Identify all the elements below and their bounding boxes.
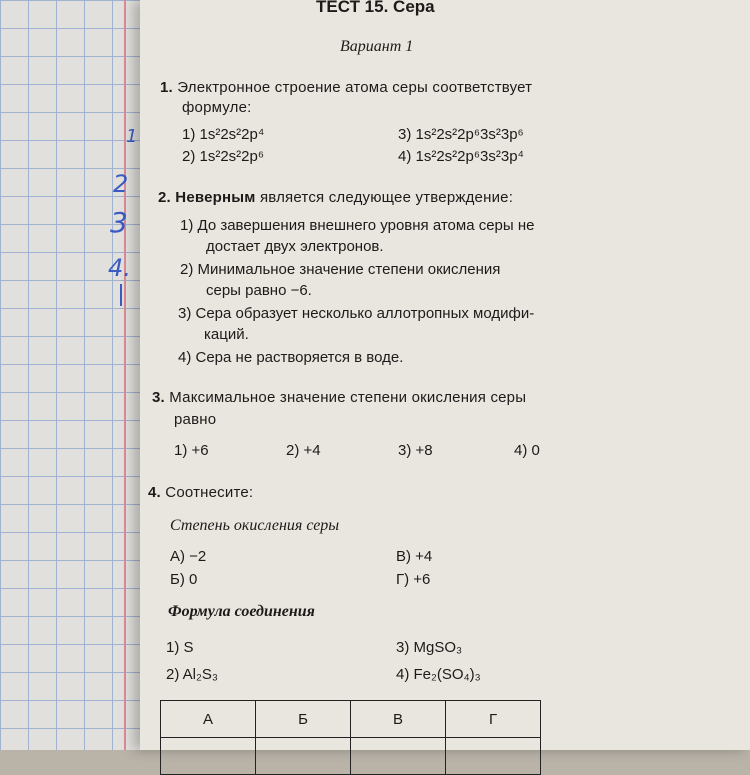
answer-cell[interactable] <box>161 738 256 775</box>
question-text-cont: равно <box>174 411 217 428</box>
match-option: В) +4 <box>396 548 433 565</box>
answer-cell[interactable] <box>446 738 541 775</box>
answer-option: 1) До завершения внешнего уровня атома серы не <box>180 217 535 234</box>
answer-option: 3) Сера образует несколько аллотропных модифи- <box>178 305 535 322</box>
subheading-oxidation: Степень окисления серы <box>170 517 340 534</box>
match-option: 1) S <box>166 639 194 656</box>
handwritten-mark: 1 <box>126 126 138 147</box>
table-answer-row <box>161 738 541 775</box>
table-header-cell: А <box>161 701 256 738</box>
match-option: 3) MgSO₃ <box>396 639 463 656</box>
match-option: А) −2 <box>170 548 207 565</box>
answer-cell[interactable] <box>351 738 446 775</box>
test-page <box>140 0 750 750</box>
question-text: является следующее утверждение: <box>259 189 514 206</box>
handwritten-mark: 4. <box>108 254 131 282</box>
question-number: 3. <box>152 389 165 406</box>
variant-label: Вариант 1 <box>340 38 414 55</box>
question-number: 2. <box>158 189 171 206</box>
match-option: Г) +6 <box>396 571 431 588</box>
question-text-cont: формуле: <box>182 99 252 116</box>
table-header-row <box>161 701 541 738</box>
answer-option: 2) +4 <box>286 442 321 459</box>
table-header-cell: Б <box>256 701 351 738</box>
answer-option: 4) 1s²2s²2p⁶3s²3p⁴ <box>398 148 525 165</box>
answer-option: 4) 0 <box>514 442 540 459</box>
answer-option: 4) Сера не растворяется в воде. <box>178 349 404 366</box>
question-3 <box>152 389 526 406</box>
question-text: Соотнесите: <box>165 484 254 501</box>
question-emphasis: Неверным <box>175 189 256 206</box>
answer-option: 1) 1s²2s²2p⁴ <box>182 126 265 143</box>
answer-cell[interactable] <box>256 738 351 775</box>
question-4 <box>148 484 253 501</box>
table-header-cell: В <box>351 701 446 738</box>
show-through-text <box>660 0 750 750</box>
answer-option: 1) +6 <box>174 442 209 459</box>
answer-option: 2) Минимальное значение степени окисления <box>180 261 501 278</box>
answer-option-cont: достает двух электронов. <box>206 238 384 255</box>
question-number: 4. <box>148 484 161 501</box>
answer-option-cont: каций. <box>204 326 249 343</box>
answer-option-cont: серы равно −6. <box>206 282 312 299</box>
subheading-formula: Формула соединения <box>168 603 315 620</box>
answer-option: 3) 1s²2s²2p⁶3s²3p⁶ <box>398 126 524 143</box>
question-text: Электронное строение атома серы соответствует <box>177 79 533 96</box>
question-1 <box>160 79 532 96</box>
notebook-margin-line <box>124 0 126 750</box>
match-option: Б) 0 <box>170 571 198 588</box>
handwritten-mark: 3 <box>110 206 128 239</box>
match-option: 4) Fe₂(SO₄)₃ <box>396 666 481 683</box>
answer-option: 2) 1s²2s²2p⁶ <box>182 148 265 165</box>
table-header-cell: Г <box>446 701 541 738</box>
question-2 <box>158 189 513 206</box>
notebook-background <box>0 0 150 750</box>
question-text: Максимальное значение степени окисления серы <box>169 389 527 406</box>
match-option: 2) Al₂S₃ <box>166 666 218 683</box>
handwritten-stroke <box>120 284 122 306</box>
test-title: ТЕСТ 15. Сера <box>316 0 435 16</box>
question-number: 1. <box>160 79 173 96</box>
handwritten-mark: 2 <box>113 170 129 198</box>
answer-option: 3) +8 <box>398 442 433 459</box>
answer-table <box>160 700 541 775</box>
